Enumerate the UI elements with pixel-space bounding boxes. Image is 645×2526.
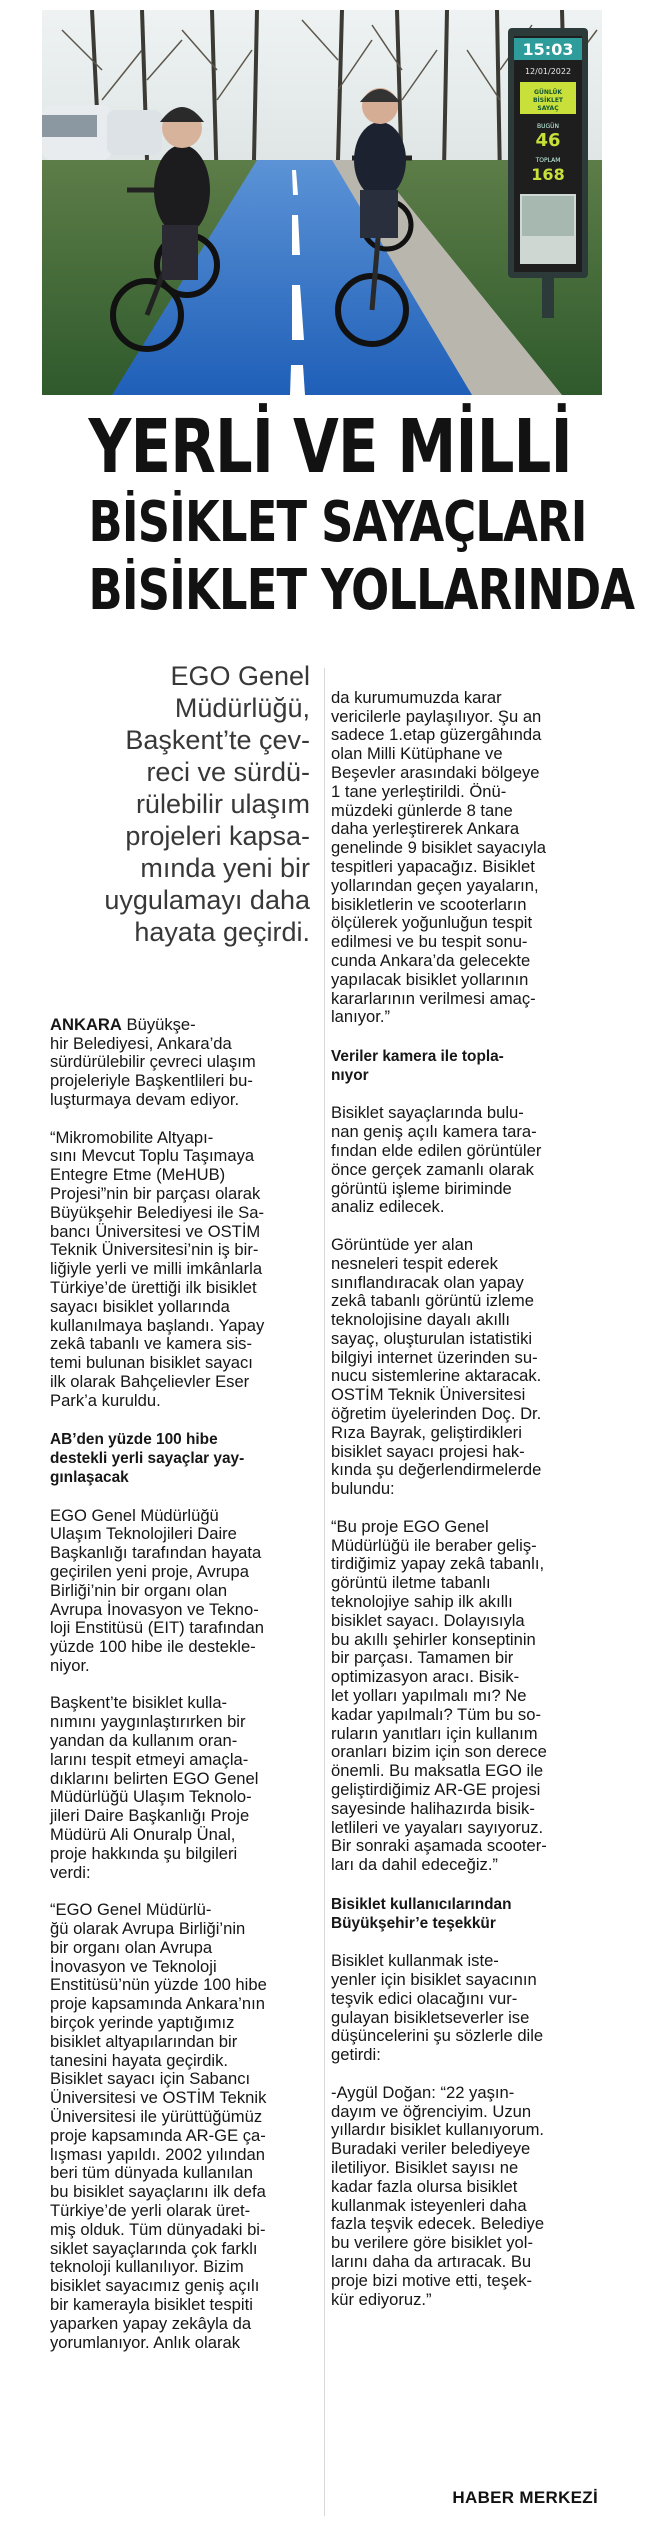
paragraph: da kurumumuzda karar vericilerle paylaşılıyor. Şu an sadece 1.etap güzergâhında olan Milli Kütüphane ve Beşevler arasındaki bölgeye 1 tane yerleştirildi. Önü- müzdeki günlerde 8 tane daha yerleştirerek Ankara genelinde 9 bisiklet sayacıyla tespitleri yapacağız. Bisiklet yollarından geçen yayaların, bisikletlerin ve scooterların ölçülerek yoğunluğun tespit edilmesi ve bu tespit sonu- cunda Ankara’da gelecekte yapılacak bisiklet yollarının kararlarının verilmesi amaç- lanıyor.” xyxy=(331,687,546,1027)
headline-line-3: BİSİKLET YOLLARINDA xyxy=(88,558,635,623)
column-divider xyxy=(324,668,325,2516)
photo-bike-counter xyxy=(508,28,588,318)
column-right xyxy=(331,670,599,2328)
counter-label-bottom: SAYAÇ xyxy=(537,105,559,112)
byline-signature: HABER MERKEZİ xyxy=(452,2488,598,2507)
dateline-city: ANKARA xyxy=(50,1014,122,1034)
paragraph: Bisiklet kullanmak iste- yenler için bisiklet sayacının teşvik edici olacağını vur- gulayan bisikletseverler ise düşüncelerini şu sözlerle dile getirdi: xyxy=(331,1951,544,2065)
paragraph: Başkent’te bisiklet kulla- nımını yaygınlaştırırken bir yandan da kullanım oran- larını tespit etmeyi amaçla- dıklarını belirten EGO Genel Müdürlüğü Ulaşım Teknolo- jileri Daire Başkanlığı Proje Müdürü Ali Onuralp Ünal, proje hakkında şu bilgileri verdi: xyxy=(50,1693,259,1882)
subheading: AB’den yüzde 100 hibe destekli yerli sayaçlar yay- gınlaşacak xyxy=(50,1431,245,1486)
headline xyxy=(30,404,635,625)
subheading: Bisiklet kullanıcılarından Büyükşehir’e teşekkür xyxy=(331,1895,512,1932)
photo-car xyxy=(107,110,162,155)
photo-car-window xyxy=(42,115,97,137)
paragraph: “EGO Genel Müdürlü- ğü olarak Avrupa Birliği’nin bir organı olan Avrupa İnovasyon ve Teknoloji Enstitüsü’nün yüzde 100 hibe proje kapsamında Ankara’nın birçok yerinde yaptığımız bisiklet altyapılarından bir tanesini hayata geçirdik. Bisiklet sayacı için Sabancı Üniversitesi ve OSTİM Teknik Üniversitesi ile yürüttüğümüz proje kapsamında AR-GE ça- lışması yapıldı. 2002 yılından beri tüm dünyada kullanılan bu bisiklet sayaçlarını ilk defa Türkiye’de yerli olarak üret- miş olduk. Tüm dünyadaki bi- siklet sayaçlarında çok farklı teknoloji kullanılıyor. Bizim bisiklet sayacımız geniş açılı bir kamerayla bisiklet tespiti yaparken yapay zekâyla da yorumlanıyor. Anlık olarak xyxy=(50,1900,267,2352)
headline-line-1: YERLİ VE MİLLİ xyxy=(88,404,572,490)
paragraph: “Mikromobilite Altyapı- sını Mevcut Toplu Taşımaya Entegre Etme (MeHUB) Projesi”nin bir parçası olarak Büyükşehir Belediyesi ile Sa- bancı Üniversitesi ve OSTİM Teknik Üniversitesi’nin iş bir- liğiyle yerli ve milli imkânlarla Türkiye’de ürettiği ilk bisiklet sayacı bisiklet yollarında kullanılmaya başlandı. Yapay zekâ tabanlı ve kamera sis- temi bulunan bisiklet sayacı ilk olarak Bahçelievler Eser Park’a kuruldu. xyxy=(50,1127,265,1410)
counter-today-label: BUGÜN xyxy=(536,123,560,130)
paragraph: “Bu proje EGO Genel Müdürlüğü ile beraber geliş- tirdiğimiz yapay zekâ tabanlı, görüntü iletme tabanlı teknolojiye sahip ilk akıllı bisiklet sayacı. Dolayısıyla bu akıllı şehirler konseptinin bir parçası. Tamamen bir optimizasyon aracı. Bisik- let yolları yapılmalı mı? Ne kadar yapılmalı? Tüm bu so- ruların yanıtları için kullanım oranları bizim için son derece önemli. Bu maksatla EGO ile geliştirdiğimiz AR-GE projesi sayesinde halihazırda bisik- letlileri ve yayaları sayıyoruz. Bir sonraki aşamada scooter- ları da dahil edeceğiz.” xyxy=(331,1516,547,1875)
counter-today-value: 46 xyxy=(535,130,561,151)
column-left xyxy=(50,997,318,2371)
paragraph-intro-text: Büyükşe- hir Belediyesi, Ankara’da sürdürülebilir çevreci ulaşım projeleriyle Başkentlileri bu- luşturmaya devam ediyor. xyxy=(50,1014,256,1109)
counter-label-top: GÜNLÜK xyxy=(534,89,562,96)
headline-line-2: BİSİKLET SAYAÇLARI xyxy=(88,490,587,555)
photo-illustration xyxy=(42,10,602,395)
subheading: Veriler kamera ile topla- nıyor xyxy=(331,1047,504,1084)
counter-date: 12/01/2022 xyxy=(524,67,572,76)
counter-time: 15:03 xyxy=(522,40,574,59)
paragraph: Bisiklet sayaçlarında bulu- nan geniş açılı kamera tara- fından elde edilen görüntüler önce gerçek zamanlı olarak görüntü işleme biriminde analiz edilecek. xyxy=(331,1103,542,1217)
counter-total-label: TOPLAM xyxy=(535,157,561,164)
paragraph-intro xyxy=(50,1016,318,1110)
paragraph: EGO Genel Müdürlüğü Ulaşım Teknolojileri Daire Başkanlığı tarafından hayata geçirilen yeni proje, Avrupa Birliği’nin bir organı olan Avrupa İnovasyon ve Tekno- loji Enstitüsü (EIT) tarafından yüzde 100 hibe ile destekle- niyor. xyxy=(50,1505,264,1675)
counter-label-mid: BİSİKLET xyxy=(532,97,564,104)
lead-paragraph: EGO Genel Müdürlüğü, Başkent’te çev- reci ve sürdü- rülebilir ulaşım projeleri kapsa- mında yeni bir uygulamayı daha hayata geçirdi. xyxy=(104,661,310,947)
counter-total-value: 168 xyxy=(531,165,565,184)
paragraph: -Aygül Doğan: “22 yaşın- dayım ve öğrenciyim. Uzun yıllardır bisiklet kullanıyorum. Buradaki veriler belediyeye iletiliyor. Bisiklet sayısı ne kadar fazla olursa bisiklet kullanmak isteyenleri daha fazla teşvik edecek. Belediye bu verilere göre bisiklet yol- larını daha da artıracak. Bu proje bizi motive etti, teşek- kür ediyoruz.” xyxy=(331,2082,545,2309)
article-photo xyxy=(42,10,602,395)
paragraph: Görüntüde yer alan nesneleri tespit ederek sınıflandıracak olan yapay zekâ tabanlı görüntü izleme teknolojisine dayalı akıllı sayaç, oluşturulan istatistiki bilgiyi internet üzerinden su- nucu sistemlerine aktaracak. OSTİM Teknik Üniversitesi öğretim üyelerinden Doç. Dr. Rıza Bayrak, geliştirdikleri bisiklet sayacı projesi hak- kında şu değerlendirmelerde bulundu: xyxy=(331,1234,542,1499)
